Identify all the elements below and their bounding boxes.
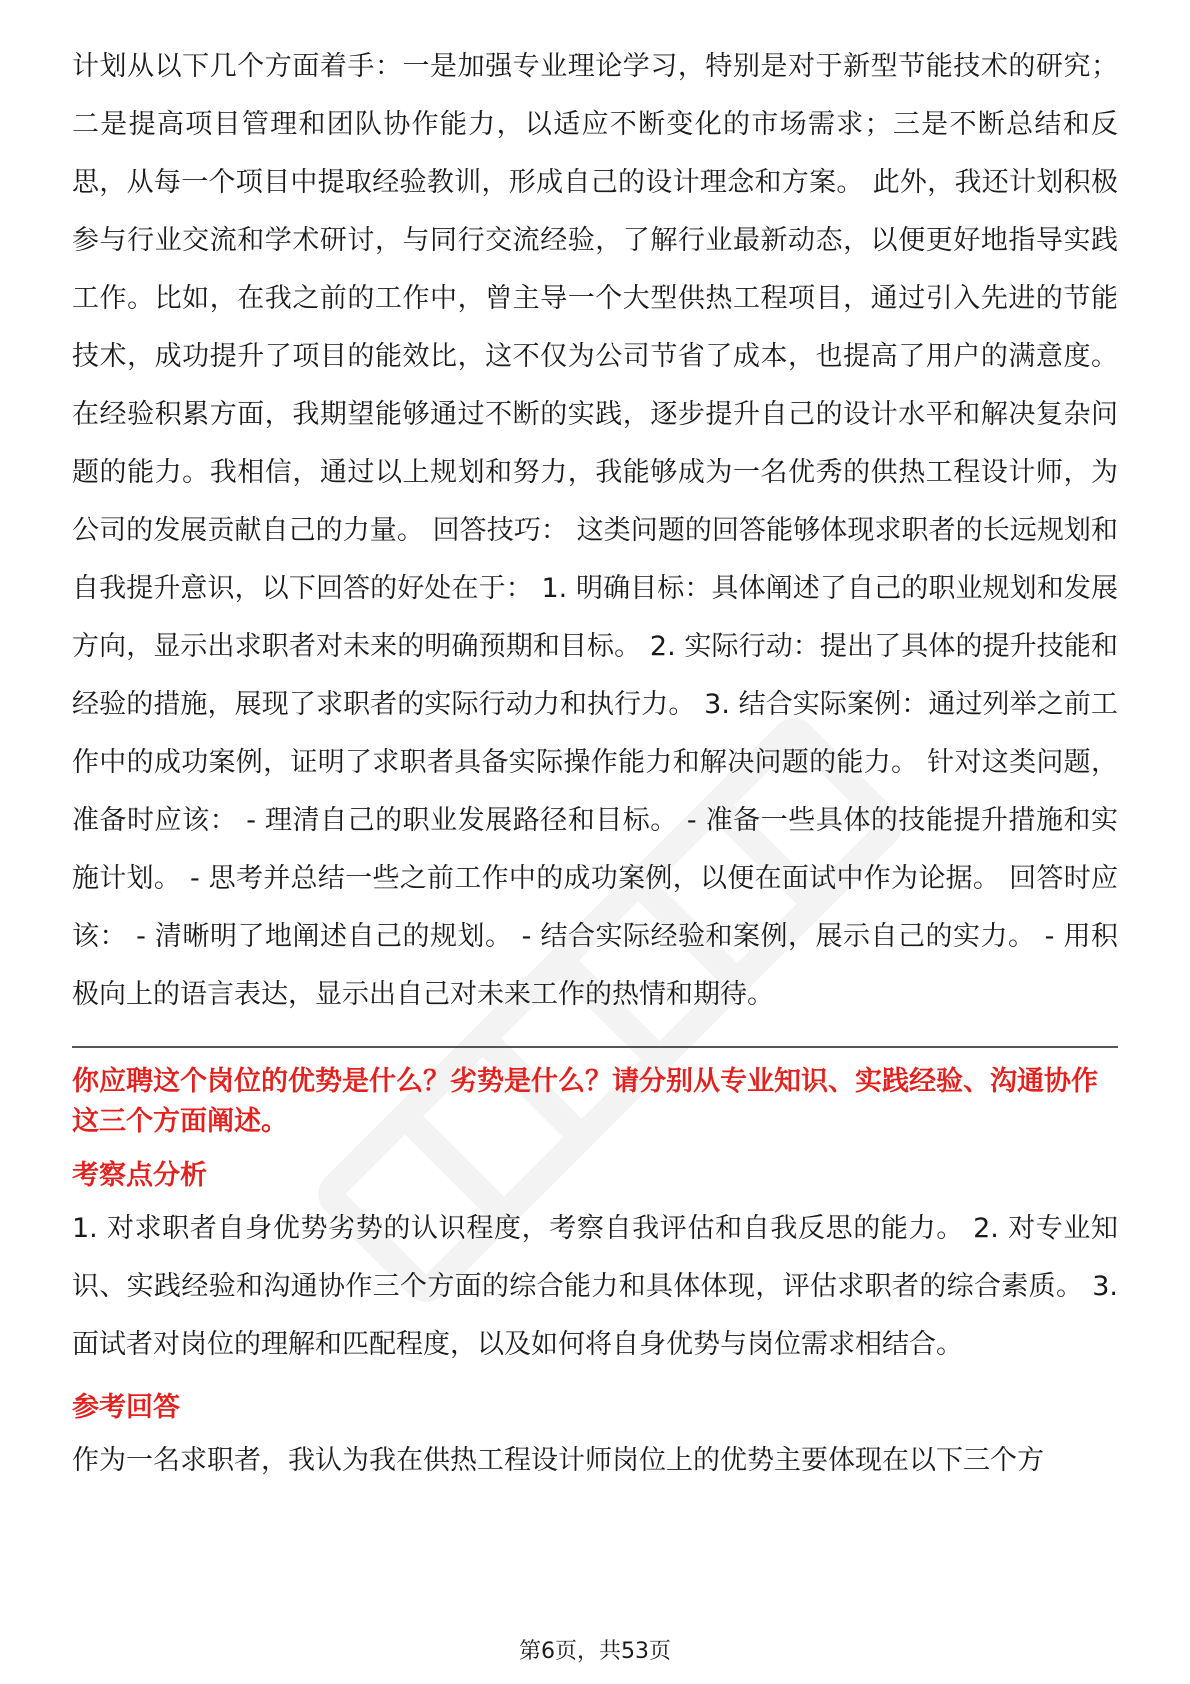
body-paragraph: 计划从以下几个方面着手：一是加强专业理论学习，特别是对于新型节能技术的研究；二是提高项目管理和团队协作能力，以适应不断变化的市场需求；三是不断总结和反思，从每一个项目中提取经验教训，形成自己的设计理念和方案。 此外，我还计划积极参与行业交流和学术研讨，与同行交流经验，了解行业最新动态，以便更好地指导实践工作。比如，在我之前的工作中，曾主导一个大型供热工程项目，通过引入先进的节能技术，成功提升了项目的能效比，这不仅为公司节省了成本，也提高了用户的满意度。 在经验积累方面，我期望能够通过不断的实践，逐步提升自己的设计水平和解决复杂问题的能力。我相信，通过以上规划和努力，我能够成为一名优秀的供热工程设计师，为公司的发展贡献自己的力量。 回答技巧： 这类问题的回答能够体现求职者的长远规划和自我提升意识，以下回答的好处在于： 1. 明确目标：具体阐述了自己的职业规划和发展方向，显示出求职者对未来的明确预期和目标。 2. 实际行动：提出了具体的提升技能和经验的措施，展现了求职者的实际行动力和执行力。 3. 结合实际案例：通过列举之前工作中的成功案例，证明了求职者具备实际操作能力和解决问题的能力。 针对这类问题，准备时应该： - 理清自己的职业发展路径和目标。 - 准备一些具体的技能提升措施和实施计划。 - 思考并总结一些之前工作中的成功案例，以便在面试中作为论据。 回答时应该： - 清晰明了地阐述自己的规划。 - 结合实际经验和案例，展示自己的实力。 - 用积极向上的语言表达，显示出自己对未来工作的热情和期待。 xyxy=(72,51,1118,1010)
document-page xyxy=(72,38,1118,1490)
analysis-heading: 考察点分析 xyxy=(72,1160,207,1191)
answer-heading: 参考回答 xyxy=(72,1392,180,1423)
interview-question: 你应聘这个岗位的优势是什么？劣势是什么？请分别从专业知识、实践经验、沟通协作这三个方面阐述。 xyxy=(72,1066,1098,1137)
analysis-paragraph: 1. 对求职者自身优势劣势的认识程度，考察自我评估和自我反思的能力。 2. 对专业知识、实践经验和沟通协作三个方面的综合能力和具体体现，评估求职者的综合素质。 3. 面试者对岗位的理解和匹配程度，以及如何将自身优势与岗位需求相结合。 xyxy=(72,1213,1118,1360)
section-divider xyxy=(72,1046,1118,1048)
answer-paragraph: 作为一名求职者，我认为我在供热工程设计师岗位上的优势主要体现在以下三个方 xyxy=(72,1445,1044,1476)
page-number: 第6页，共53页 xyxy=(519,1639,671,1664)
